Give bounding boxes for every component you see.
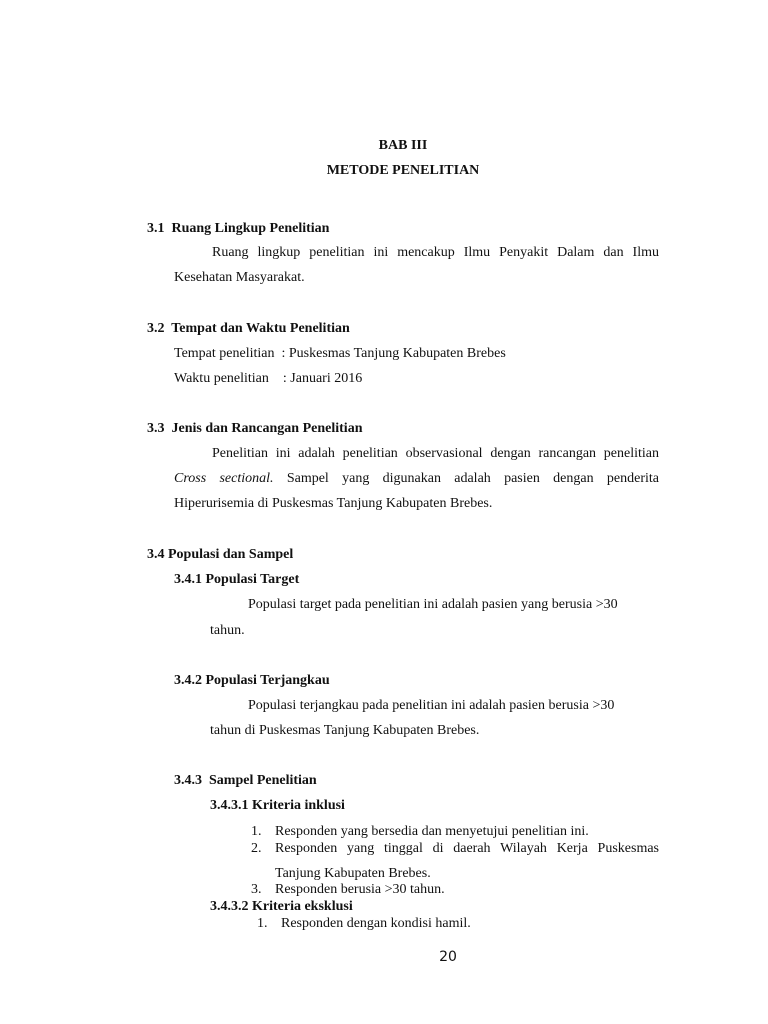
chapter-label: BAB III (378, 138, 428, 153)
page-number: 20 (439, 949, 457, 965)
section-3-3-text-after: Sampel yang digunakan adalah pasien dengan penderita Hiperurisemia di Puskesmas Tanjung Kabupaten Brebes. (174, 471, 659, 511)
inclusion-item-3-num: 3. (251, 882, 262, 897)
inclusion-item-2-text: Responden yang tinggal di daerah Wilayah Kerja Puskesmas (275, 841, 659, 856)
section-3-4-heading: 3.4 Populasi dan Sampel (147, 547, 294, 562)
inclusion-item-1-text: Responden yang bersedia dan menyetujui penelitian ini. (275, 824, 589, 839)
section-3-1-text: Ruang lingkup penelitian ini mencakup Ilmu Penyakit Dalam dan Ilmu Kesehatan Masyarakat. (174, 245, 659, 285)
inclusion-item-2-text-cont: Tanjung Kabupaten Brebes. (275, 866, 431, 881)
chapter-title: METODE PENELITIAN (326, 163, 480, 178)
section-3-3-text-before: Penelitian ini adalah penelitian observasional dengan rancangan penelitian (212, 446, 659, 461)
inclusion-item-1-num: 1. (251, 824, 262, 839)
section-3-3-body (174, 441, 659, 516)
section-3-3-heading: 3.3 Jenis dan Rancangan Penelitian (147, 421, 363, 436)
section-3-1-heading: 3.1 Ruang Lingkup Penelitian (147, 221, 330, 236)
time-line: Waktu penelitian : Januari 2016 (174, 371, 363, 386)
place-line: Tempat penelitian : Puskesmas Tanjung Kabupaten Brebes (174, 346, 506, 361)
exclusion-heading: 3.4.3.2 Kriteria eksklusi (210, 899, 353, 914)
section-3-4-1-heading: 3.4.1 Populasi Target (174, 572, 300, 587)
exclusion-item-1-text: Responden dengan kondisi hamil. (281, 916, 471, 931)
section-3-2-heading: 3.2 Tempat dan Waktu Penelitian (147, 321, 350, 336)
section-3-4-2-line1: Populasi terjangkau pada penelitian ini adalah pasien berusia >30 (248, 698, 615, 713)
inclusion-item-2-num: 2. (251, 841, 262, 856)
section-3-4-2-line2: tahun di Puskesmas Tanjung Kabupaten Brebes. (210, 723, 480, 738)
section-3-4-1-line2: tahun. (210, 623, 245, 638)
exclusion-item-1-num: 1. (257, 916, 268, 931)
section-3-4-3-heading: 3.4.3 Sampel Penelitian (174, 773, 317, 788)
inclusion-heading: 3.4.3.1 Kriteria inklusi (210, 798, 345, 813)
section-3-1-body (174, 240, 659, 290)
cross-sectional-term: Cross sectional. (174, 471, 274, 486)
section-3-4-2-heading: 3.4.2 Populasi Terjangkau (174, 673, 330, 688)
section-3-4-1-line1: Populasi target pada penelitian ini adalah pasien yang berusia >30 (248, 597, 618, 612)
inclusion-item-3-text: Responden berusia >30 tahun. (275, 882, 445, 897)
